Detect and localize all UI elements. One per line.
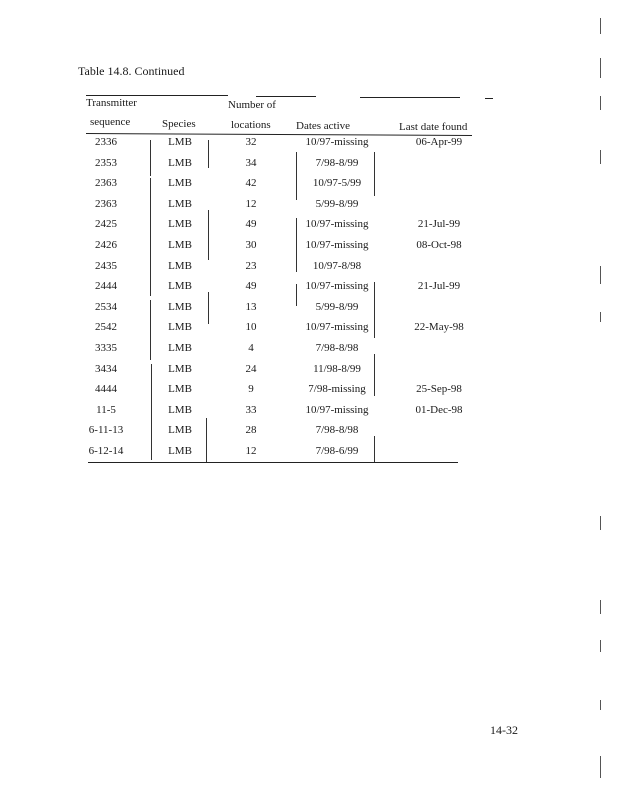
cell-dates-active: 7/98-missing xyxy=(308,383,366,396)
cell-dates-active: 7/98-8/99 xyxy=(315,156,359,169)
table-row xyxy=(70,215,490,236)
cell-species: LMB xyxy=(168,136,192,148)
table-row xyxy=(70,298,490,319)
cell-species: LMB xyxy=(168,383,192,396)
table-top-rule xyxy=(485,98,493,99)
header-species: Species xyxy=(162,118,196,130)
cell-dates-active: 5/99-8/99 xyxy=(315,197,359,210)
scan-artifact xyxy=(600,18,601,34)
column-separator xyxy=(296,284,297,306)
cell-dates-active: 7/98-6/99 xyxy=(315,444,359,457)
cell-sequence: 4444 xyxy=(95,383,117,396)
cell-locations: 34 xyxy=(245,156,257,169)
cell-locations: 13 xyxy=(245,300,257,313)
scan-artifact xyxy=(600,312,601,322)
cell-dates-active: 10/97-missing xyxy=(305,218,369,231)
cell-species: LMB xyxy=(168,197,192,210)
scan-artifact xyxy=(600,516,601,530)
cell-sequence: 2435 xyxy=(95,259,117,272)
cell-dates-active: 11/98-8/99 xyxy=(313,362,361,375)
table-row xyxy=(70,257,490,278)
column-separator xyxy=(374,354,375,396)
cell-species: LMB xyxy=(168,403,192,416)
scan-artifact xyxy=(600,600,601,614)
table-row xyxy=(70,421,490,442)
cell-species: LMB xyxy=(168,300,192,313)
cell-locations: 23 xyxy=(245,259,257,272)
cell-locations: 12 xyxy=(245,197,257,210)
cell-locations: 49 xyxy=(245,280,257,293)
scan-artifact xyxy=(600,58,601,78)
cell-species: LMB xyxy=(168,177,192,190)
cell-locations: 32 xyxy=(245,136,257,148)
table-row xyxy=(70,339,490,360)
column-separator xyxy=(374,282,375,338)
column-separator xyxy=(296,218,297,272)
table-row xyxy=(70,195,490,216)
column-separator xyxy=(150,178,151,296)
cell-dates-active: 5/99-8/99 xyxy=(315,300,359,313)
column-separator xyxy=(208,140,209,168)
scan-artifact xyxy=(600,150,601,164)
table-top-rule xyxy=(360,97,460,98)
column-separator xyxy=(374,436,375,462)
header-locations-line1: Number of xyxy=(228,99,276,111)
cell-species: LMB xyxy=(168,341,192,354)
table-row xyxy=(70,236,490,257)
cell-locations: 10 xyxy=(245,321,257,334)
cell-species: LMB xyxy=(168,259,192,272)
table-row xyxy=(70,401,490,422)
table-row xyxy=(70,442,490,463)
cell-species: LMB xyxy=(168,424,192,437)
cell-sequence: 6-11-13 xyxy=(88,424,124,437)
header-locations-line2: locations xyxy=(231,119,271,131)
cell-species: LMB xyxy=(168,321,192,334)
cell-sequence: 2542 xyxy=(95,321,117,334)
column-separator xyxy=(374,152,375,196)
table-top-rule xyxy=(86,95,228,96)
cell-dates-active: 10/97-8/98 xyxy=(312,259,362,272)
cell-dates-active: 10/97-missing xyxy=(305,136,369,148)
cell-dates-active: 10/97-missing xyxy=(305,321,369,334)
header-sequence-line2: sequence xyxy=(90,116,131,128)
cell-sequence: 2336 xyxy=(95,136,117,148)
header-dates-active: Dates active xyxy=(296,120,351,132)
column-separator xyxy=(150,140,151,176)
cell-last-date: 22-May-98 xyxy=(414,321,464,334)
cell-locations: 9 xyxy=(248,383,254,396)
cell-locations: 33 xyxy=(245,403,257,416)
cell-dates-active: 10/97-5/99 xyxy=(312,177,362,190)
scan-artifact xyxy=(600,756,601,778)
cell-sequence: 6-12-14 xyxy=(88,444,124,457)
table-row xyxy=(70,318,490,339)
cell-sequence: 3434 xyxy=(95,362,117,375)
header-last-date-found: Last date found xyxy=(399,121,468,133)
table-row xyxy=(70,133,490,154)
table-row xyxy=(70,380,490,401)
table-bottom-rule xyxy=(88,462,458,463)
table-top-rule xyxy=(256,96,316,97)
cell-last-date: 08-Oct-98 xyxy=(416,238,462,251)
cell-last-date: 21-Jul-99 xyxy=(417,280,461,293)
cell-locations: 42 xyxy=(245,177,257,190)
cell-dates-active: 10/97-missing xyxy=(305,403,369,416)
cell-locations: 49 xyxy=(245,218,257,231)
column-separator xyxy=(208,292,209,324)
cell-species: LMB xyxy=(168,218,192,231)
cell-species: LMB xyxy=(168,156,192,169)
table-body xyxy=(70,133,490,463)
cell-species: LMB xyxy=(168,362,192,375)
table-row xyxy=(70,174,490,195)
cell-locations: 24 xyxy=(245,362,257,375)
cell-locations: 28 xyxy=(245,424,257,437)
column-separator xyxy=(296,152,297,200)
column-separator xyxy=(206,418,207,462)
cell-locations: 12 xyxy=(245,444,257,457)
cell-sequence: 2353 xyxy=(95,156,117,169)
scan-artifact xyxy=(600,266,601,284)
header-sequence-line1: Transmitter xyxy=(86,97,137,109)
cell-dates-active: 10/97-missing xyxy=(305,280,369,293)
cell-dates-active: 7/98-8/98 xyxy=(315,341,359,354)
column-separator xyxy=(150,300,151,360)
cell-sequence: 11-5 xyxy=(96,403,116,416)
cell-last-date: 06-Apr-99 xyxy=(415,136,463,148)
scan-artifact xyxy=(600,700,601,710)
cell-locations: 30 xyxy=(245,238,257,251)
cell-sequence: 2425 xyxy=(95,218,117,231)
page-number: 14-32 xyxy=(490,723,518,737)
cell-sequence: 2363 xyxy=(95,177,117,190)
cell-species: LMB xyxy=(168,238,192,251)
scan-artifact xyxy=(600,96,601,110)
cell-last-date: 01-Dec-98 xyxy=(415,403,463,416)
scan-artifact xyxy=(600,640,601,652)
cell-dates-active: 7/98-8/98 xyxy=(315,424,359,437)
cell-locations: 4 xyxy=(248,341,254,354)
cell-last-date: 21-Jul-99 xyxy=(417,218,461,231)
cell-species: LMB xyxy=(168,444,192,457)
cell-sequence: 2363 xyxy=(95,197,117,210)
column-separator xyxy=(208,210,209,260)
table-row xyxy=(70,277,490,298)
table-caption: Table 14.8. Continued xyxy=(78,64,185,78)
cell-sequence: 3335 xyxy=(95,341,117,354)
column-separator xyxy=(151,364,152,460)
cell-sequence: 2534 xyxy=(95,300,117,313)
cell-last-date: 25-Sep-98 xyxy=(416,383,462,396)
cell-species: LMB xyxy=(168,280,192,293)
table-row xyxy=(70,154,490,175)
cell-sequence: 2426 xyxy=(95,238,117,251)
table-row xyxy=(70,360,490,381)
cell-dates-active: 10/97-missing xyxy=(305,238,369,251)
cell-sequence: 2444 xyxy=(95,280,117,293)
